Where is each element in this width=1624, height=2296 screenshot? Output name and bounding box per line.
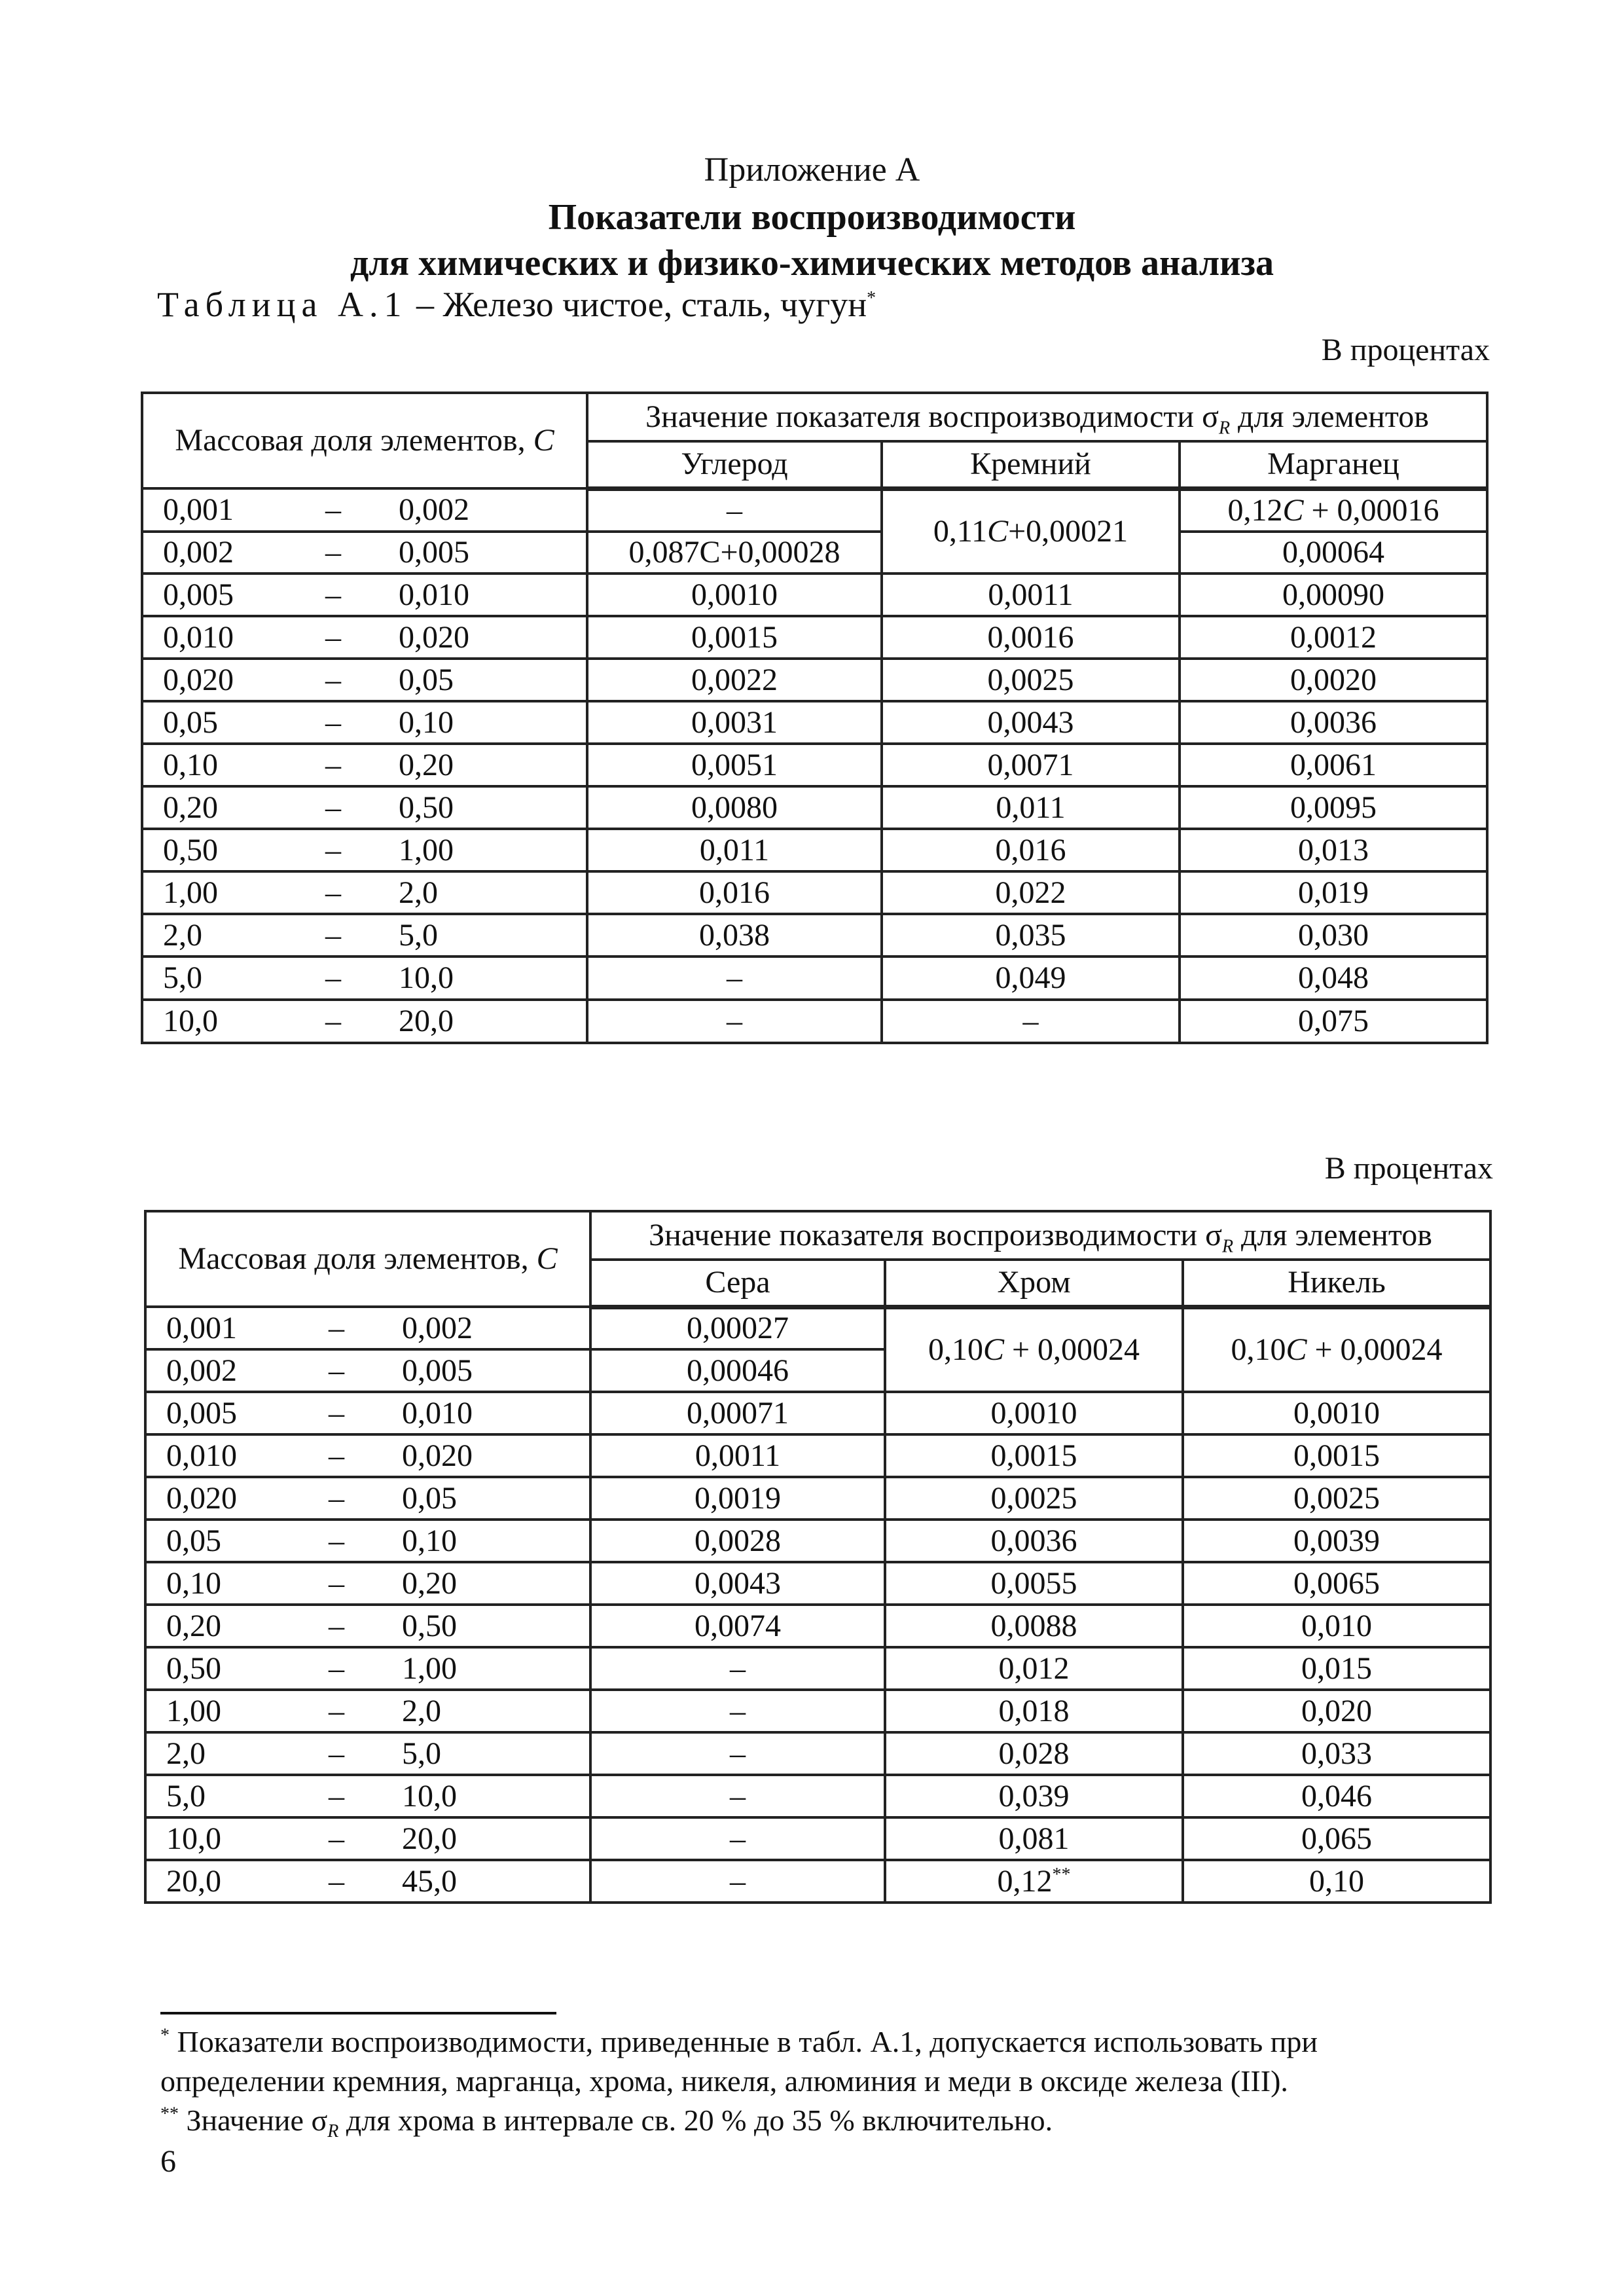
range-from: 0,020 bbox=[166, 1480, 237, 1516]
table-row bbox=[145, 1647, 1490, 1690]
range-dash: – bbox=[325, 577, 341, 612]
carbon-value: – bbox=[587, 957, 882, 1000]
carbon-value: – bbox=[587, 488, 882, 532]
mass-range-cell bbox=[145, 1434, 590, 1477]
mass-range-cell bbox=[142, 914, 587, 957]
range-dash: – bbox=[325, 960, 341, 995]
range-to: 5,0 bbox=[402, 1736, 441, 1771]
mass-range-cell bbox=[145, 1520, 590, 1562]
range-to: 0,50 bbox=[399, 790, 454, 825]
chromium-value-text: 0,12 bbox=[997, 1863, 1053, 1899]
range-to: 0,005 bbox=[399, 535, 469, 570]
sulfur-value: 0,0028 bbox=[590, 1520, 885, 1562]
mass-range-cell bbox=[142, 957, 587, 1000]
element-header-manganese: Марганец bbox=[1180, 441, 1487, 488]
table-row bbox=[142, 532, 1487, 574]
chromium-value-text: 0,0055 bbox=[990, 1565, 1077, 1601]
range-to: 0,010 bbox=[402, 1395, 473, 1430]
mass-range-cell bbox=[142, 488, 587, 532]
variable-c: C bbox=[533, 423, 554, 458]
chromium-value-merged: 0,10C + 0,00024 bbox=[885, 1307, 1183, 1392]
manganese-value: 0,00090 bbox=[1180, 574, 1487, 616]
sulfur-value: 0,0019 bbox=[590, 1477, 885, 1520]
mass-range-cell bbox=[142, 786, 587, 829]
carbon-value: 0,038 bbox=[587, 914, 882, 957]
range-dash: – bbox=[329, 1863, 344, 1899]
nickel-value-merged: 0,10C + 0,00024 bbox=[1183, 1307, 1490, 1392]
range-from: 5,0 bbox=[166, 1778, 206, 1813]
manganese-value: 0,0012 bbox=[1180, 616, 1487, 659]
carbon-value: 0,0080 bbox=[587, 786, 882, 829]
footnote-1 bbox=[160, 2023, 1318, 2061]
chromium-value-text: 0,039 bbox=[998, 1778, 1070, 1813]
mass-range-cell bbox=[142, 744, 587, 786]
chromium-value-text: 0,0010 bbox=[990, 1395, 1077, 1430]
range-from: 0,05 bbox=[163, 704, 218, 740]
range-dash: – bbox=[325, 662, 341, 697]
range-to: 45,0 bbox=[402, 1863, 457, 1899]
units-label: В процентах bbox=[1321, 333, 1490, 367]
nickel-value: 0,015 bbox=[1183, 1647, 1490, 1690]
group-header-post: для элементов bbox=[1233, 1218, 1432, 1252]
chromium-value bbox=[885, 1817, 1183, 1860]
table-row bbox=[142, 488, 1487, 532]
mass-range-cell bbox=[145, 1775, 590, 1817]
mass-range-cell bbox=[145, 1307, 590, 1349]
range-from: 20,0 bbox=[166, 1863, 221, 1899]
table-caption-label: Таблица А.1 bbox=[157, 285, 408, 324]
range-from: 5,0 bbox=[163, 960, 202, 995]
chromium-value-text: 0,0025 bbox=[990, 1480, 1077, 1516]
sulfur-value: – bbox=[590, 1647, 885, 1690]
silicon-value-merged: 0,11C+0,00021 bbox=[882, 488, 1180, 574]
mass-range-cell bbox=[145, 1690, 590, 1732]
range-from: 0,50 bbox=[166, 1650, 221, 1686]
range-from: 2,0 bbox=[166, 1736, 206, 1771]
nickel-value: 0,0010 bbox=[1183, 1392, 1490, 1434]
footnote-separator bbox=[160, 2012, 556, 2014]
range-to: 0,05 bbox=[402, 1480, 457, 1516]
chromium-value-text: 0,0036 bbox=[990, 1523, 1077, 1558]
mass-range-cell bbox=[145, 1605, 590, 1647]
range-to: 0,05 bbox=[399, 662, 454, 697]
range-from: 0,10 bbox=[166, 1565, 221, 1601]
manganese-value: 0,12C + 0,00016 bbox=[1180, 488, 1487, 532]
manganese-value: 0,00064 bbox=[1180, 532, 1487, 574]
range-from: 0,010 bbox=[166, 1438, 237, 1473]
carbon-value: 0,0015 bbox=[587, 616, 882, 659]
range-from: 0,005 bbox=[163, 577, 234, 612]
silicon-value: 0,016 bbox=[882, 829, 1180, 871]
range-to: 0,005 bbox=[402, 1353, 473, 1388]
range-to: 1,00 bbox=[402, 1650, 457, 1686]
nickel-value: 0,065 bbox=[1183, 1817, 1490, 1860]
sulfur-value: – bbox=[590, 1775, 885, 1817]
sulfur-value: 0,00071 bbox=[590, 1392, 885, 1434]
chromium-value bbox=[885, 1392, 1183, 1434]
footnote-1-mark: * bbox=[160, 2025, 170, 2046]
range-dash: – bbox=[325, 535, 341, 570]
range-to: 0,002 bbox=[399, 492, 469, 527]
range-to: 1,00 bbox=[399, 832, 454, 867]
range-dash: – bbox=[329, 1650, 344, 1686]
range-to: 2,0 bbox=[399, 875, 438, 910]
group-header-pre: Значение показателя воспроизводимости bbox=[645, 399, 1202, 434]
sigma-subscript: R bbox=[1218, 418, 1231, 439]
silicon-value: 0,0025 bbox=[882, 659, 1180, 701]
table-row bbox=[145, 1690, 1490, 1732]
mass-range-cell bbox=[145, 1392, 590, 1434]
appendix-label: Приложение А bbox=[704, 151, 920, 189]
range-to: 10,0 bbox=[402, 1778, 457, 1813]
nickel-value: 0,033 bbox=[1183, 1732, 1490, 1775]
range-from: 0,001 bbox=[166, 1310, 237, 1345]
chromium-value bbox=[885, 1860, 1183, 1903]
footnote-2 bbox=[160, 2102, 1053, 2140]
range-dash: – bbox=[325, 492, 341, 527]
chromium-value bbox=[885, 1562, 1183, 1605]
caption-footnote-mark: * bbox=[867, 288, 876, 308]
table-row bbox=[145, 1307, 1490, 1349]
range-from: 0,50 bbox=[163, 832, 218, 867]
element-header-chromium: Хром bbox=[885, 1260, 1183, 1307]
reproducibility-table-2 bbox=[144, 1210, 1492, 1904]
range-to: 0,10 bbox=[399, 704, 454, 740]
silicon-value: 0,0043 bbox=[882, 701, 1180, 744]
range-to: 10,0 bbox=[399, 960, 454, 995]
range-dash: – bbox=[325, 790, 341, 825]
mass-fraction-header bbox=[142, 393, 587, 488]
carbon-value: 0,0010 bbox=[587, 574, 882, 616]
table-row bbox=[145, 1860, 1490, 1903]
footnote-2-text: Значение $\sigma_R$ для хрома в интервале св. 20 % до 35 % включительно. bbox=[179, 2104, 1053, 2142]
variable-c: C bbox=[987, 513, 1009, 549]
mass-range-cell bbox=[142, 616, 587, 659]
sulfur-value: 0,00046 bbox=[590, 1349, 885, 1392]
manganese-value: 0,0020 bbox=[1180, 659, 1487, 701]
chromium-footnote-mark: ** bbox=[1052, 1864, 1071, 1885]
sigma-symbol: σ bbox=[1205, 1218, 1222, 1252]
table-row bbox=[142, 659, 1487, 701]
sulfur-value: – bbox=[590, 1732, 885, 1775]
range-dash: – bbox=[329, 1523, 344, 1558]
silicon-value: – bbox=[882, 1000, 1180, 1043]
variable-c: C bbox=[1286, 1332, 1307, 1367]
variable-c: C bbox=[983, 1332, 1004, 1367]
range-dash: – bbox=[325, 917, 341, 953]
table-row bbox=[145, 1392, 1490, 1434]
range-to: 5,0 bbox=[399, 917, 438, 953]
mass-range-cell bbox=[145, 1562, 590, 1605]
table-row bbox=[145, 1605, 1490, 1647]
mass-range-cell bbox=[145, 1817, 590, 1860]
chromium-value bbox=[885, 1605, 1183, 1647]
range-to: 20,0 bbox=[399, 1004, 454, 1038]
range-to: 0,010 bbox=[399, 577, 469, 612]
range-from: 0,005 bbox=[166, 1395, 237, 1430]
carbon-value: 0,0051 bbox=[587, 744, 882, 786]
range-dash: – bbox=[329, 1438, 344, 1473]
mass-range-cell bbox=[145, 1647, 590, 1690]
units-label-2: В процентах bbox=[1324, 1151, 1493, 1186]
range-from: 0,05 bbox=[166, 1523, 221, 1558]
table-row bbox=[142, 744, 1487, 786]
chromium-value-text: 0,0088 bbox=[990, 1608, 1077, 1643]
table-caption bbox=[157, 283, 876, 326]
silicon-value: 0,0011 bbox=[882, 574, 1180, 616]
silicon-value: 0,035 bbox=[882, 914, 1180, 957]
sigma-subscript: R bbox=[327, 2121, 339, 2142]
range-to: 0,20 bbox=[402, 1565, 457, 1601]
carbon-value: 0,0022 bbox=[587, 659, 882, 701]
table-row bbox=[142, 786, 1487, 829]
range-dash: – bbox=[329, 1693, 344, 1728]
mass-range-cell bbox=[142, 701, 587, 744]
chromium-value bbox=[885, 1520, 1183, 1562]
range-from: 0,10 bbox=[163, 747, 218, 782]
nickel-value: 0,10 bbox=[1183, 1860, 1490, 1903]
carbon-value: 0,011 bbox=[587, 829, 882, 871]
mass-range-cell bbox=[142, 532, 587, 574]
sulfur-value: 0,0011 bbox=[590, 1434, 885, 1477]
manganese-value: 0,0061 bbox=[1180, 744, 1487, 786]
range-from: 0,20 bbox=[166, 1608, 221, 1643]
nickel-value: 0,0025 bbox=[1183, 1477, 1490, 1520]
range-from: 0,20 bbox=[163, 790, 218, 825]
range-dash: – bbox=[329, 1565, 344, 1601]
nickel-value: 0,020 bbox=[1183, 1690, 1490, 1732]
mass-range-cell bbox=[145, 1732, 590, 1775]
nickel-value: 0,046 bbox=[1183, 1775, 1490, 1817]
chromium-value-text: 0,012 bbox=[998, 1650, 1070, 1686]
table-row bbox=[142, 957, 1487, 1000]
variable-c: C bbox=[1282, 492, 1304, 528]
document-title-line1: Показатели воспроизводимости bbox=[548, 197, 1076, 238]
sulfur-value: 0,00027 bbox=[590, 1307, 885, 1349]
table-row bbox=[142, 829, 1487, 871]
manganese-value: 0,075 bbox=[1180, 1000, 1487, 1043]
element-header-sulfur: Сера bbox=[590, 1260, 885, 1307]
carbon-value: 0,087C+0,00028 bbox=[587, 532, 882, 574]
page-number: 6 bbox=[160, 2144, 176, 2179]
table-row bbox=[142, 871, 1487, 914]
mass-range-cell bbox=[145, 1349, 590, 1392]
group-header bbox=[587, 393, 1487, 441]
table-row bbox=[142, 914, 1487, 957]
range-dash: – bbox=[329, 1353, 344, 1388]
range-dash: – bbox=[325, 747, 341, 782]
silicon-value: 0,0071 bbox=[882, 744, 1180, 786]
chromium-value bbox=[885, 1775, 1183, 1817]
range-dash: – bbox=[329, 1310, 344, 1345]
chromium-value-text: 0,081 bbox=[998, 1821, 1070, 1856]
table-row bbox=[145, 1434, 1490, 1477]
group-header-post: для элементов bbox=[1230, 399, 1429, 434]
range-from: 10,0 bbox=[166, 1821, 221, 1856]
range-from: 1,00 bbox=[163, 875, 218, 910]
sigma-symbol: σ bbox=[311, 2104, 328, 2137]
range-dash: – bbox=[325, 1004, 341, 1038]
reproducibility-table-1 bbox=[141, 392, 1489, 1044]
group-header-2 bbox=[590, 1211, 1490, 1260]
sulfur-value: 0,0074 bbox=[590, 1605, 885, 1647]
range-to: 0,10 bbox=[402, 1523, 457, 1558]
silicon-value: 0,011 bbox=[882, 786, 1180, 829]
manganese-value: 0,0095 bbox=[1180, 786, 1487, 829]
mass-range-cell bbox=[145, 1860, 590, 1903]
mass-range-cell bbox=[142, 829, 587, 871]
carbon-value: 0,0031 bbox=[587, 701, 882, 744]
range-dash: – bbox=[329, 1480, 344, 1516]
range-dash: – bbox=[329, 1778, 344, 1813]
nickel-value: 0,010 bbox=[1183, 1605, 1490, 1647]
chromium-value bbox=[885, 1690, 1183, 1732]
range-from: 2,0 bbox=[163, 917, 202, 953]
range-to: 2,0 bbox=[402, 1693, 441, 1728]
mass-fraction-header-text: Массовая доля элементов, C bbox=[175, 423, 554, 458]
table-row bbox=[142, 574, 1487, 616]
range-from: 0,020 bbox=[163, 662, 234, 697]
table-row bbox=[145, 1562, 1490, 1605]
table-row bbox=[145, 1775, 1490, 1817]
chromium-value bbox=[885, 1477, 1183, 1520]
group-header-pre: Значение показателя воспроизводимости bbox=[649, 1218, 1206, 1252]
nickel-value: 0,0065 bbox=[1183, 1562, 1490, 1605]
manganese-value: 0,0036 bbox=[1180, 701, 1487, 744]
range-dash: – bbox=[325, 704, 341, 740]
mass-range-cell bbox=[142, 659, 587, 701]
sigma-subscript: R bbox=[1221, 1236, 1234, 1257]
sigma-symbol: σ bbox=[1202, 399, 1219, 434]
range-from: 1,00 bbox=[166, 1693, 221, 1728]
element-header-silicon: Кремний bbox=[882, 441, 1180, 488]
table-row bbox=[142, 701, 1487, 744]
range-dash: – bbox=[325, 832, 341, 867]
sulfur-value: – bbox=[590, 1860, 885, 1903]
table-row bbox=[145, 1477, 1490, 1520]
range-to: 0,020 bbox=[399, 619, 469, 655]
mass-range-cell bbox=[142, 1000, 587, 1043]
range-to: 0,20 bbox=[399, 747, 454, 782]
range-from: 0,002 bbox=[166, 1353, 237, 1388]
range-to: 0,020 bbox=[402, 1438, 473, 1473]
table-row bbox=[145, 1520, 1490, 1562]
manganese-value: 0,013 bbox=[1180, 829, 1487, 871]
range-to: 0,50 bbox=[402, 1608, 457, 1643]
range-from: 0,002 bbox=[163, 535, 234, 570]
range-dash: – bbox=[329, 1821, 344, 1856]
range-from: 0,001 bbox=[163, 492, 234, 527]
chromium-value bbox=[885, 1732, 1183, 1775]
range-to: 0,002 bbox=[402, 1310, 473, 1345]
manganese-value: 0,019 bbox=[1180, 871, 1487, 914]
range-dash: – bbox=[329, 1736, 344, 1771]
document-title-line2: для химических и физико-химических методов анализа bbox=[350, 243, 1274, 283]
range-from: 10,0 bbox=[163, 1004, 218, 1038]
nickel-value: 0,0039 bbox=[1183, 1520, 1490, 1562]
range-to: 20,0 bbox=[402, 1821, 457, 1856]
footnote-2-mark: ** bbox=[160, 2104, 179, 2124]
mass-range-cell bbox=[142, 871, 587, 914]
table-caption-text: – Железо чистое, сталь, чугун bbox=[416, 285, 867, 324]
element-header-carbon: Углерод bbox=[587, 441, 882, 488]
chromium-value bbox=[885, 1647, 1183, 1690]
mass-range-cell bbox=[142, 574, 587, 616]
mass-range-cell bbox=[145, 1477, 590, 1520]
chromium-value-text: 0,018 bbox=[998, 1693, 1070, 1728]
table-row bbox=[145, 1817, 1490, 1860]
chromium-value-text: 0,0015 bbox=[990, 1438, 1077, 1473]
chromium-value bbox=[885, 1434, 1183, 1477]
mass-fraction-header-text-2: Массовая доля элементов, C bbox=[178, 1241, 558, 1276]
chromium-value-text: 0,028 bbox=[998, 1736, 1070, 1771]
element-header-nickel: Никель bbox=[1183, 1260, 1490, 1307]
manganese-value: 0,030 bbox=[1180, 914, 1487, 957]
sulfur-value: – bbox=[590, 1690, 885, 1732]
footnote-1-line1: Показатели воспроизводимости, приведенные в табл. А.1, допускается использовать при bbox=[177, 2025, 1318, 2058]
silicon-value: 0,022 bbox=[882, 871, 1180, 914]
range-from: 0,010 bbox=[163, 619, 234, 655]
manganese-value: 0,048 bbox=[1180, 957, 1487, 1000]
footnote-1-continued: определении кремния, марганца, хрома, никеля, алюминия и меди в оксиде железа (III). bbox=[160, 2064, 1288, 2098]
silicon-value: 0,0016 bbox=[882, 616, 1180, 659]
sulfur-value: – bbox=[590, 1817, 885, 1860]
range-dash: – bbox=[325, 619, 341, 655]
table-row bbox=[145, 1732, 1490, 1775]
carbon-value: – bbox=[587, 1000, 882, 1043]
nickel-value: 0,0015 bbox=[1183, 1434, 1490, 1477]
range-dash: – bbox=[329, 1395, 344, 1430]
sulfur-value: 0,0043 bbox=[590, 1562, 885, 1605]
silicon-value: 0,049 bbox=[882, 957, 1180, 1000]
mass-fraction-header-2 bbox=[145, 1211, 590, 1307]
table-row bbox=[142, 1000, 1487, 1043]
carbon-value: 0,016 bbox=[587, 871, 882, 914]
range-dash: – bbox=[329, 1608, 344, 1643]
table-row bbox=[142, 616, 1487, 659]
variable-c: C bbox=[536, 1241, 558, 1276]
range-dash: – bbox=[325, 875, 341, 910]
